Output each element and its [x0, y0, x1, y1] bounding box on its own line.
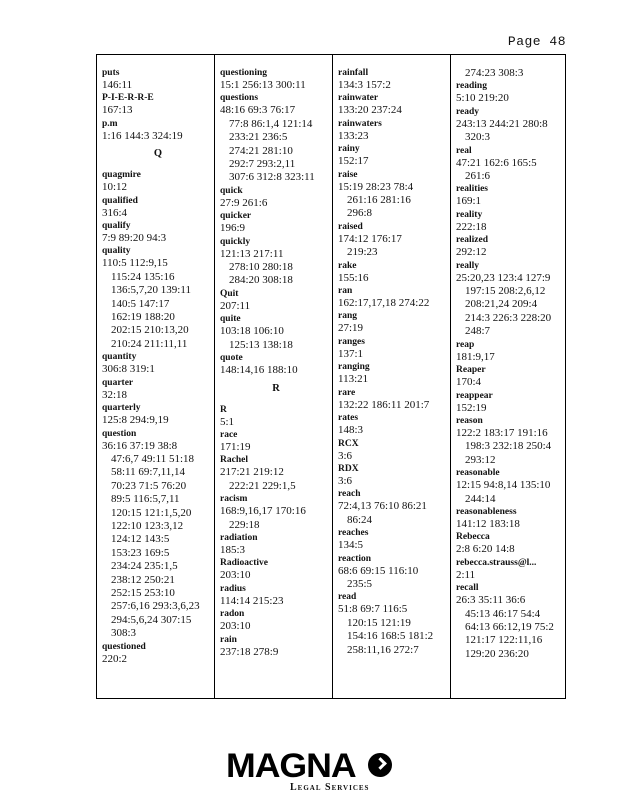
- index-entry: [456, 467, 567, 506]
- page-line-reference: 316:4: [102, 206, 128, 219]
- index-entry: [338, 387, 450, 412]
- index-entry: [102, 402, 214, 427]
- index-term: read: [338, 592, 357, 603]
- index-term: rainfall: [338, 68, 369, 78]
- page-line-reference: 12:15 94:8,14 135:10: [456, 479, 551, 492]
- page-line-reference: 5:1: [220, 415, 235, 428]
- index-entry: [456, 390, 567, 415]
- page-line-reference: 261:6: [465, 170, 491, 183]
- page-line-reference: 234:24 235:1,5: [111, 560, 178, 573]
- page-line-reference: 51:8 69:7 116:5: [338, 603, 408, 616]
- index-entry: [338, 361, 450, 386]
- index-term: quote: [220, 353, 243, 364]
- page-line-reference: 257:6,16 293:3,6,23: [111, 600, 200, 613]
- index-term: Rachel: [220, 455, 248, 466]
- page-line-reference: 203:10: [220, 569, 251, 582]
- page-line-reference: 10:12: [102, 181, 128, 194]
- page-line-reference: 292:7 293:2,11: [229, 158, 296, 171]
- index-entry: [220, 493, 332, 532]
- index-term: puts: [102, 68, 120, 78]
- page-line-reference: 137:1: [338, 347, 364, 360]
- page-line-reference: 219:23: [347, 246, 378, 259]
- index-entry: [456, 339, 567, 364]
- index-term: racism: [220, 494, 248, 505]
- logo-wordmark: MAGNA: [226, 747, 356, 785]
- page-line-reference: 36:16 37:19 38:8: [102, 439, 178, 452]
- page-line-reference: 125:8 294:9,19: [102, 414, 169, 427]
- index-term: Quit: [220, 288, 239, 299]
- page-line-reference: 120:15 121:19: [347, 616, 411, 629]
- index-entry: [220, 404, 332, 429]
- index-entry: [102, 169, 214, 194]
- page-line-reference: 294:5,6,24 307:15: [111, 613, 192, 626]
- index-entry: [456, 106, 567, 145]
- page-line-reference: 121:13 217:11: [220, 247, 284, 260]
- section-letter: R: [272, 382, 280, 394]
- index-term: Radioactive: [220, 558, 269, 569]
- index-entry: [220, 185, 332, 210]
- index-term: rainy: [338, 144, 360, 155]
- index-column-4: [450, 55, 567, 698]
- index-term: reaction: [338, 553, 372, 564]
- page-number: Page 48: [507, 34, 566, 49]
- page-line-reference: 248:7: [465, 325, 491, 338]
- index-term: RCX: [338, 438, 359, 449]
- page-line-reference: 1:16 144:3 324:19: [102, 129, 183, 142]
- page-line-reference: 320:3: [465, 131, 491, 144]
- index-term: qualified: [102, 195, 138, 206]
- page-line-reference: 207:11: [220, 299, 251, 312]
- index-term: quantity: [102, 352, 137, 363]
- index-entry: [220, 583, 332, 608]
- index-term: quarterly: [102, 403, 141, 414]
- page-line-reference: 278:10 280:18: [229, 261, 293, 274]
- page-line-reference: 214:3 226:3 228:20: [465, 311, 552, 324]
- page-line-reference: 122:2 183:17 191:16: [456, 426, 548, 439]
- index-term: recall: [456, 583, 479, 594]
- page-line-reference: 15:19 28:23 78:4: [338, 180, 414, 193]
- index-entry: [220, 454, 332, 493]
- page-line-reference: 307:6 312:8 323:11: [229, 171, 315, 184]
- page-line-reference: 229:18: [229, 518, 260, 531]
- page-line-reference: 170:4: [456, 376, 482, 389]
- index-entry: [102, 220, 214, 245]
- index-entry: [456, 531, 567, 556]
- index-term: reach: [338, 489, 361, 500]
- index-term: realities: [456, 184, 489, 195]
- index-term: quickly: [220, 236, 251, 247]
- page-line-reference: 27:9 261:6: [220, 196, 268, 209]
- page-line-reference: 197:15 208:2,6,12: [465, 285, 546, 298]
- page-line-reference: 58:11 69:7,11,14: [111, 466, 186, 479]
- page-line-reference: 244:14: [465, 492, 496, 505]
- index-term: radiation: [220, 532, 258, 543]
- index-column-1: [97, 55, 214, 698]
- index-term: questioning: [220, 68, 267, 78]
- page-line-reference: 235:5: [347, 577, 373, 590]
- page-line-reference: 293:12: [465, 453, 496, 466]
- index-term: quite: [220, 314, 241, 325]
- page-line-reference: 296:8: [347, 207, 373, 220]
- index-entry: [456, 80, 567, 105]
- index-term: rainwaters: [338, 118, 382, 129]
- index-term: reading: [456, 81, 487, 92]
- index-term: rebecca.strauss@l...: [456, 557, 537, 568]
- index-entry: [102, 641, 214, 666]
- index-entry: [102, 428, 214, 641]
- index-column-3: [332, 55, 450, 698]
- magna-logo: [226, 748, 396, 794]
- index-entry: [102, 118, 214, 143]
- page-line-reference: 103:18 106:10: [220, 325, 284, 338]
- index-term: qualify: [102, 221, 131, 232]
- page-line-reference: 120:15 121:1,5,20: [111, 506, 192, 519]
- page-line-reference: 237:18 278:9: [220, 645, 279, 658]
- index-term: rainwater: [338, 93, 379, 104]
- index-entry: [220, 634, 332, 659]
- index-term: questioned: [102, 641, 146, 652]
- index-entry: [102, 195, 214, 220]
- page-line-reference: 72:4,13 76:10 86:21: [338, 500, 427, 513]
- page-line-reference: 222:21 229:1,5: [229, 479, 296, 492]
- index-term: p.m: [102, 118, 118, 129]
- page-line-reference: 274:23 308:3: [465, 67, 524, 79]
- page-line-reference: 148:14,16 188:10: [220, 364, 298, 377]
- index-term: reason: [456, 415, 483, 426]
- index-entry: [338, 221, 450, 260]
- index-term: R: [220, 404, 227, 415]
- index-entry: [220, 92, 332, 184]
- index-term: real: [456, 145, 472, 156]
- page-line-reference: 136:5,7,20 139:11: [111, 284, 191, 297]
- index-entry: [220, 236, 332, 288]
- index-term: radon: [220, 609, 245, 620]
- index-term: ranges: [338, 336, 365, 347]
- page-line-reference: 115:24 135:16: [111, 270, 175, 283]
- index-entry: [338, 143, 450, 168]
- index-term: reap: [456, 339, 475, 350]
- index-entry: [102, 92, 214, 117]
- index-entry: [456, 557, 567, 582]
- page-line-reference: 3:6: [338, 449, 353, 462]
- page-line-reference: 238:12 250:21: [111, 573, 175, 586]
- page-line-reference: 64:13 66:12,19 75:2: [465, 620, 554, 633]
- page-line-reference: 45:13 46:17 54:4: [465, 607, 541, 620]
- index-term: Reaper: [456, 365, 486, 376]
- index-entry: [220, 608, 332, 633]
- page-line-reference: 3:6: [338, 474, 353, 487]
- index-term: ready: [456, 106, 480, 117]
- page-line-reference: 47:6,7 49:11 51:18: [111, 452, 195, 465]
- page-line-reference: 132:22 186:11 201:7: [338, 398, 430, 411]
- index-term: question: [102, 428, 137, 439]
- index-entry: [338, 488, 450, 527]
- index-term: ran: [338, 286, 353, 297]
- page-line-reference: 134:3 157:2: [338, 79, 391, 91]
- page-line-reference: 133:20 237:24: [338, 104, 402, 117]
- page-line-reference: 7:9 89:20 94:3: [102, 232, 167, 245]
- page-line-reference: 86:24: [347, 513, 373, 526]
- page-line-reference: 153:23 169:5: [111, 546, 170, 559]
- page-line-reference: 26:3 35:11 36:6: [456, 594, 526, 607]
- index-entry: [220, 67, 332, 92]
- index-entry: [338, 412, 450, 437]
- index-term: race: [220, 429, 238, 440]
- index-term: quick: [220, 185, 243, 196]
- page-line-reference: 155:16: [338, 271, 369, 284]
- page-line-reference: 70:23 71:5 76:20: [111, 479, 187, 492]
- page-line-reference: 274:21 281:10: [229, 144, 293, 157]
- index-entry: [338, 169, 450, 221]
- index-entry: [456, 145, 567, 184]
- index-entry: [338, 591, 450, 657]
- index-entry: [338, 463, 450, 488]
- page-line-reference: 27:19: [338, 322, 364, 335]
- page-line-reference: 48:16 69:3 76:17: [220, 104, 296, 117]
- index-entry: [338, 118, 450, 143]
- index-entry: [456, 415, 567, 467]
- page-line-reference: 2:11: [456, 568, 476, 581]
- page-line-reference: 113:21: [338, 373, 369, 386]
- page-line-reference: 167:13: [102, 104, 133, 117]
- page-line-reference: 198:3 232:18 250:4: [465, 440, 552, 453]
- index-term: questions: [220, 93, 259, 104]
- page-line-reference: 243:13 244:21 280:8: [456, 117, 548, 130]
- index-entry: [220, 313, 332, 352]
- index-term: ranging: [338, 362, 370, 373]
- index-entry: [456, 67, 567, 80]
- index-entry: [102, 351, 214, 376]
- word-index-table: [96, 54, 566, 699]
- index-entry: [338, 285, 450, 310]
- index-entry: [338, 260, 450, 285]
- index-term: rang: [338, 311, 357, 322]
- page-line-reference: 152:19: [456, 401, 487, 414]
- page-line-reference: 208:21,24 209:4: [465, 298, 538, 311]
- index-term: really: [456, 260, 480, 271]
- page-line-reference: 171:19: [220, 440, 251, 453]
- page-line-reference: 217:21 219:12: [220, 466, 284, 479]
- index-term: radius: [220, 583, 246, 594]
- page-line-reference: 152:17: [338, 155, 369, 168]
- page-line-reference: 261:16 281:16: [347, 194, 411, 207]
- index-entry: [456, 209, 567, 234]
- page-line-reference: 133:23: [338, 129, 369, 142]
- index-entry: [456, 364, 567, 389]
- page-line-reference: 47:21 162:6 165:5: [456, 156, 537, 169]
- section-letter: Q: [153, 148, 163, 160]
- page-line-reference: 168:9,16,17 170:16: [220, 505, 306, 518]
- index-entry: [456, 183, 567, 208]
- page-line-reference: 169:1: [456, 195, 482, 208]
- index-entry: [102, 245, 214, 351]
- page-line-reference: 124:12 143:5: [111, 533, 170, 546]
- page-line-reference: 202:15 210:13,20: [111, 324, 189, 337]
- index-entry: [338, 527, 450, 552]
- index-term: quality: [102, 246, 131, 257]
- page-line-reference: 129:20 236:20: [465, 647, 529, 660]
- index-term: quagmire: [102, 170, 141, 181]
- page-line-reference: 25:20,23 123:4 127:9: [456, 271, 551, 284]
- page-line-reference: 110:5 112:9,15: [102, 257, 168, 270]
- page-line-reference: 2:8 6:20 14:8: [456, 543, 515, 556]
- page-line-reference: 134:5: [338, 539, 364, 552]
- index-entry: [338, 438, 450, 463]
- index-term: realized: [456, 235, 489, 246]
- index-entry: [456, 582, 567, 661]
- page-line-reference: 15:1 256:13 300:11: [220, 79, 306, 91]
- page-line-reference: 141:12 183:18: [456, 517, 520, 530]
- page-line-reference: 77:8 86:1,4 121:14: [229, 117, 313, 130]
- index-term: reaches: [338, 528, 369, 539]
- page-line-reference: 210:24 211:11,11: [111, 337, 188, 350]
- page-line-reference: 154:16 168:5 181:2: [347, 630, 434, 643]
- index-entry: [220, 532, 332, 557]
- page-line-reference: 284:20 308:18: [229, 274, 293, 287]
- index-term: reasonable: [456, 468, 500, 479]
- index-entry: [456, 260, 567, 339]
- page-line-reference: 89:5 116:5,7,11: [111, 493, 180, 506]
- index-term: rates: [338, 413, 359, 424]
- index-term: quarter: [102, 377, 134, 388]
- page-line-reference: 196:9: [220, 222, 246, 235]
- index-entry: [456, 234, 567, 259]
- page-line-reference: 220:2: [102, 652, 128, 665]
- index-term: reasonableness: [456, 506, 517, 517]
- index-entry: [220, 352, 332, 377]
- index-term: reality: [456, 209, 483, 220]
- page-line-reference: 68:6 69:15 116:10: [338, 564, 419, 577]
- index-term: Rebecca: [456, 532, 490, 543]
- page-line-reference: 308:3: [111, 627, 137, 640]
- index-entry: [220, 210, 332, 235]
- index-term: raise: [338, 169, 358, 180]
- page-line-reference: 121:17 122:11,16: [465, 634, 543, 647]
- page-line-reference: 174:12 176:17: [338, 232, 402, 245]
- page-line-reference: 114:14 215:23: [220, 594, 284, 607]
- index-entry: [456, 506, 567, 531]
- index-entry: [338, 553, 450, 592]
- page-line-reference: 181:9,17: [456, 350, 495, 363]
- page-line-reference: 258:11,16 272:7: [347, 643, 419, 656]
- index-term: reappear: [456, 390, 493, 401]
- page-line-reference: 222:18: [456, 220, 487, 233]
- index-entry: [338, 310, 450, 335]
- page-line-reference: 122:10 123:3,12: [111, 519, 184, 532]
- logo-tagline: Legal Services: [290, 782, 370, 793]
- index-entry: [220, 557, 332, 582]
- index-entry: [338, 92, 450, 117]
- index-term: raised: [338, 221, 363, 232]
- index-term: P-I-E-R-R-E: [102, 93, 154, 104]
- page-line-reference: 185:3: [220, 543, 246, 556]
- index-term: RDX: [338, 463, 359, 474]
- index-entry: [102, 377, 214, 402]
- arrow-circle-icon: [368, 753, 392, 777]
- index-column-2: [214, 55, 332, 698]
- index-entry: [220, 288, 332, 313]
- index-term: rake: [338, 260, 357, 271]
- index-entry: [338, 336, 450, 361]
- index-entry: [102, 67, 214, 92]
- page-line-reference: 162:19 188:20: [111, 311, 175, 324]
- index-entry: [338, 67, 450, 92]
- page-line-reference: 233:21 236:5: [229, 131, 288, 144]
- page-line-reference: 5:10 219:20: [456, 92, 509, 105]
- page-line-reference: 125:13 138:18: [229, 338, 293, 351]
- index-term: rare: [338, 387, 356, 398]
- index-entry: [220, 429, 332, 454]
- index-term: quicker: [220, 211, 252, 222]
- page-line-reference: 252:15 253:10: [111, 586, 175, 599]
- index-term: rain: [220, 634, 237, 645]
- page-line-reference: 162:17,17,18 274:22: [338, 297, 430, 310]
- page-line-reference: 306:8 319:1: [102, 363, 155, 376]
- page-line-reference: 32:18: [102, 388, 128, 401]
- page-line-reference: 203:10: [220, 620, 251, 633]
- page-line-reference: 140:5 147:17: [111, 297, 170, 310]
- page-line-reference: 148:3: [338, 424, 364, 437]
- page-line-reference: 146:11: [102, 79, 133, 91]
- page-line-reference: 292:12: [456, 246, 487, 259]
